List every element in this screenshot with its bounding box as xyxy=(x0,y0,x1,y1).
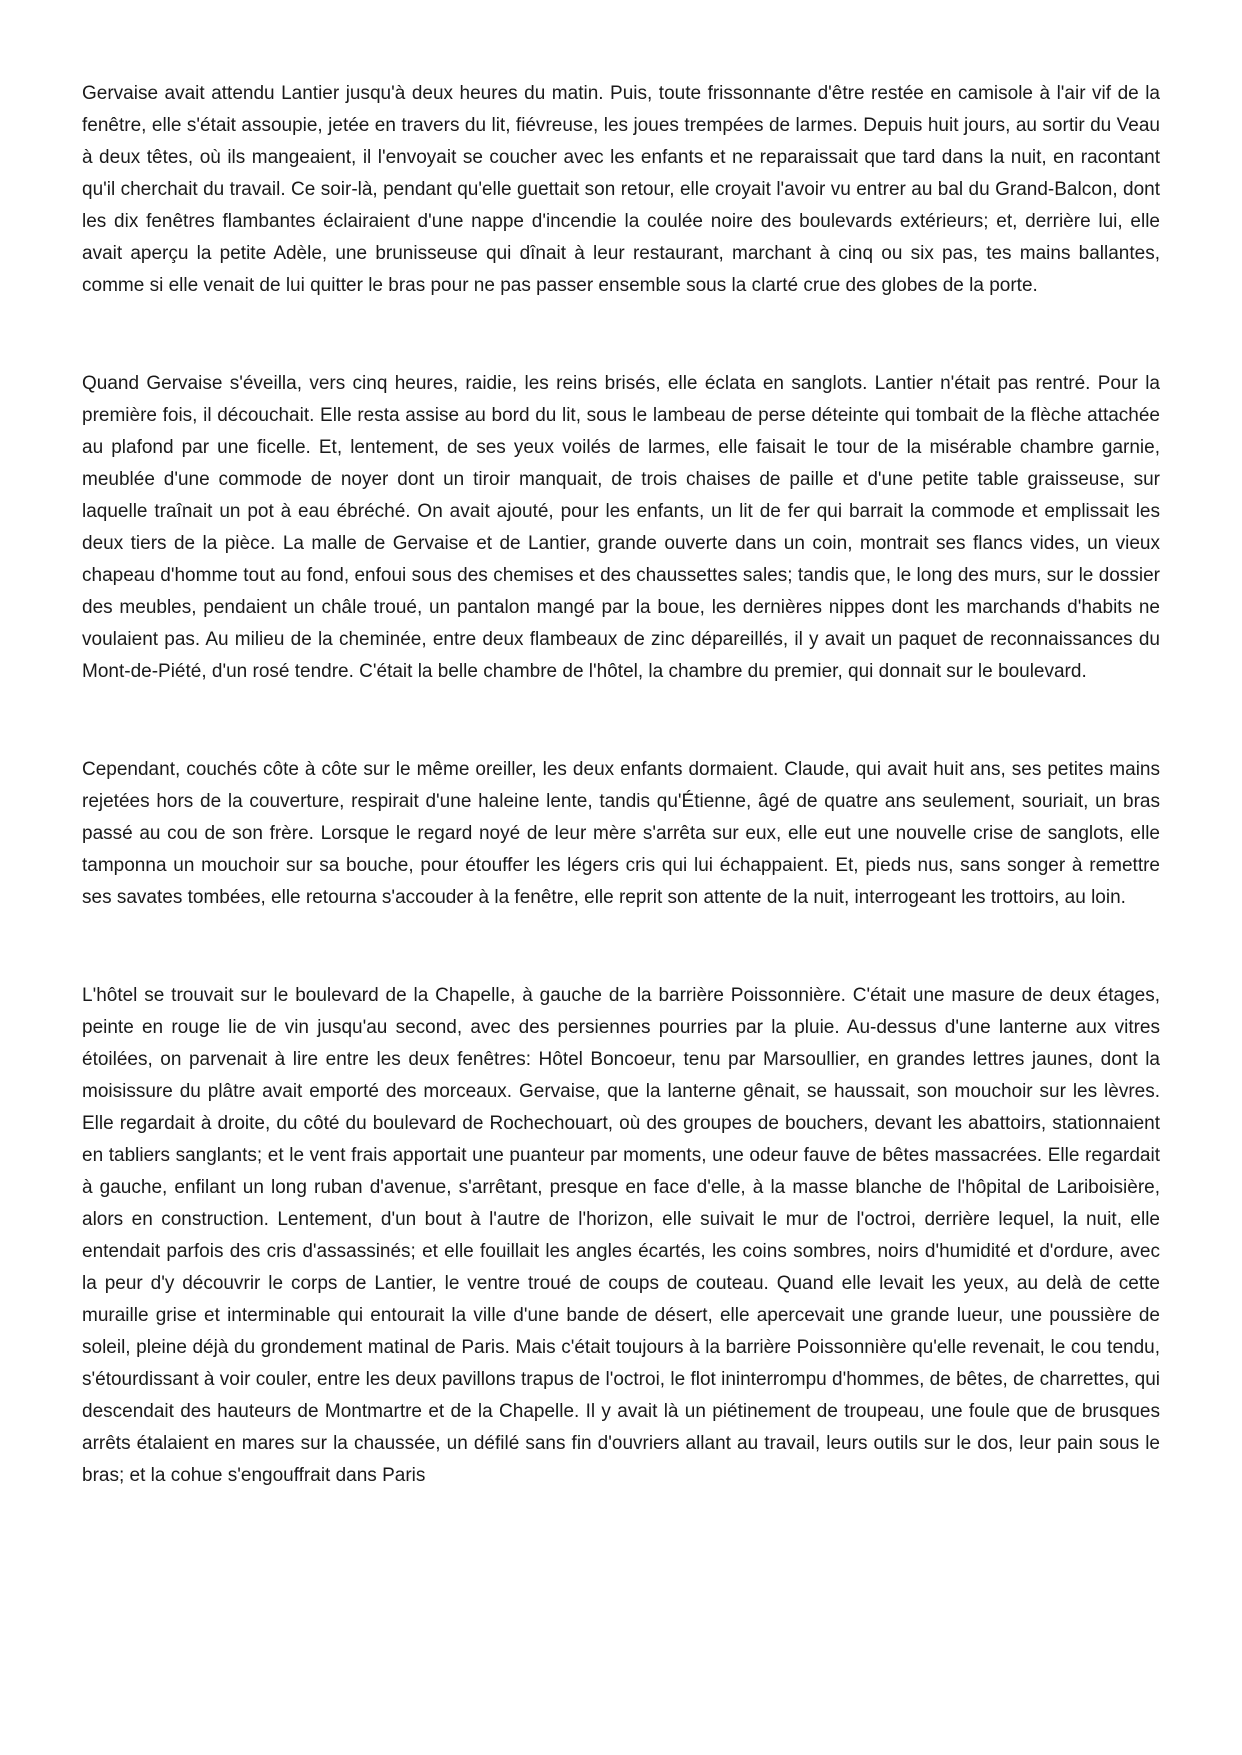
paragraph-3: Cependant, couchés côte à côte sur le même oreiller, les deux enfants dormaient. Claude, qui avait huit ans, ses petites mains rejetées hors de la couverture, respirait d'une haleine lente, tandis qu'Étienne, âgé de quatre ans seulement, souriait, un bras passé au cou de son frère. Lorsque le regard noyé de leur mère s'arrêta sur eux, elle eut une nouvelle crise de sanglots, elle tamponna un mouchoir sur sa bouche, pour étouffer les légers cris qui lui échappaient. Et, pieds nus, sans songer à remettre ses savates tombées, elle retourna s'accouder à la fenêtre, elle reprit son attente de la nuit, interrogeant les trottoirs, au loin. xyxy=(82,759,1160,908)
paragraph-4: L'hôtel se trouvait sur le boulevard de la Chapelle, à gauche de la barrière Poissonnière. C'était une masure de deux étages, peinte en rouge lie de vin jusqu'au second, avec des persiennes pourries par la pluie. Au-dessus d'une lanterne aux vitres étoilées, on parvenait à lire entre les deux fenêtres: Hôtel Boncoeur, tenu par Marsoullier, en grandes lettres jaunes, dont la moisissure du plâtre avait emporté des morceaux. Gervaise, que la lanterne gênait, se haussait, son mouchoir sur les lèvres. Elle regardait à droite, du côté du boulevard de Rochechouart, où des groupes de bouchers, devant les abattoirs, stationnaient en tabliers sanglants; et le vent frais apportait une puanteur par moments, une odeur fauve de bêtes massacrées. Elle regardait à gauche, enfilant un long ruban d'avenue, s'arrêtant, presque en face d'elle, à la masse blanche de l'hôpital de Lariboisière, alors en construction. Lentement, d'un bout à l'autre de l'horizon, elle suivait le mur de l'octroi, derrière lequel, la nuit, elle entendait parfois des cris d'assassinés; et elle fouillait les angles écartés, les coins sombres, noirs d'humidité et d'ordure, avec la peur d'y découvrir le corps de Lantier, le ventre troué de coups de couteau. Quand elle levait les yeux, au delà de cette muraille grise et interminable qui entourait la ville d'une bande de désert, elle apercevait une grande lueur, une poussière de soleil, pleine déjà du grondement matinal de Paris. Mais c'était toujours à la barrière Poissonnière qu'elle revenait, le cou tendu, s'étourdissant à voir couler, entre les deux pavillons trapus de l'octroi, le flot ininterrompu d'hommes, de bêtes, de charrettes, qui descendait des hauteurs de Montmartre et de la Chapelle. Il y avait là un piétinement de troupeau, une foule que de brusques arrêts étalaient en mares sur la chaussée, un défilé sans fin d'ouvriers allant au travail, leurs outils sur le dos, leur pain sous le bras; et la cohue s'engouffrait dans Paris xyxy=(82,985,1160,1486)
paragraph-1: Gervaise avait attendu Lantier jusqu'à deux heures du matin. Puis, toute frissonnante d'être restée en camisole à l'air vif de la fenêtre, elle s'était assoupie, jetée en travers du lit, fiévreuse, les joues trempées de larmes. Depuis huit jours, au sortir du Veau à deux têtes, où ils mangeaient, il l'envoyait se coucher avec les enfants et ne reparaissait que tard dans la nuit, en racontant qu'il cherchait du travail. Ce soir-là, pendant qu'elle guettait son retour, elle croyait l'avoir vu entrer au bal du Grand-Balcon, dont les dix fenêtres flambantes éclairaient d'une nappe d'incendie la coulée noire des boulevards extérieurs; et, derrière lui, elle avait aperçu la petite Adèle, une brunisseuse qui dînait à leur restaurant, marchant à cinq ou six pas, tes mains ballantes, comme si elle venait de lui quitter le bras pour ne pas passer ensemble sous la clarté crue des globes de la porte. xyxy=(82,83,1160,296)
document-page xyxy=(82,78,1160,1492)
paragraph-2: Quand Gervaise s'éveilla, vers cinq heures, raidie, les reins brisés, elle éclata en sanglots. Lantier n'était pas rentré. Pour la première fois, il découchait. Elle resta assise au bord du lit, sous le lambeau de perse déteinte qui tombait de la flèche attachée au plafond par une ficelle. Et, lentement, de ses yeux voilés de larmes, elle faisait le tour de la misérable chambre garnie, meublée d'une commode de noyer dont un tiroir manquait, de trois chaises de paille et d'une petite table graisseuse, sur laquelle traînait un pot à eau ébréché. On avait ajouté, pour les enfants, un lit de fer qui barrait la commode et emplissait les deux tiers de la pièce. La malle de Gervaise et de Lantier, grande ouverte dans un coin, montrait ses flancs vides, un vieux chapeau d'homme tout au fond, enfoui sous des chemises et des chaussettes sales; tandis que, le long des murs, sur le dossier des meubles, pendaient un châle troué, un pantalon mangé par la boue, les dernières nippes dont les marchands d'habits ne voulaient pas. Au milieu de la cheminée, entre deux flambeaux de zinc dépareillés, il y avait un paquet de reconnaissances du Mont-de-Piété, d'un rosé tendre. C'était la belle chambre de l'hôtel, la chambre du premier, qui donnait sur le boulevard. xyxy=(82,373,1160,682)
